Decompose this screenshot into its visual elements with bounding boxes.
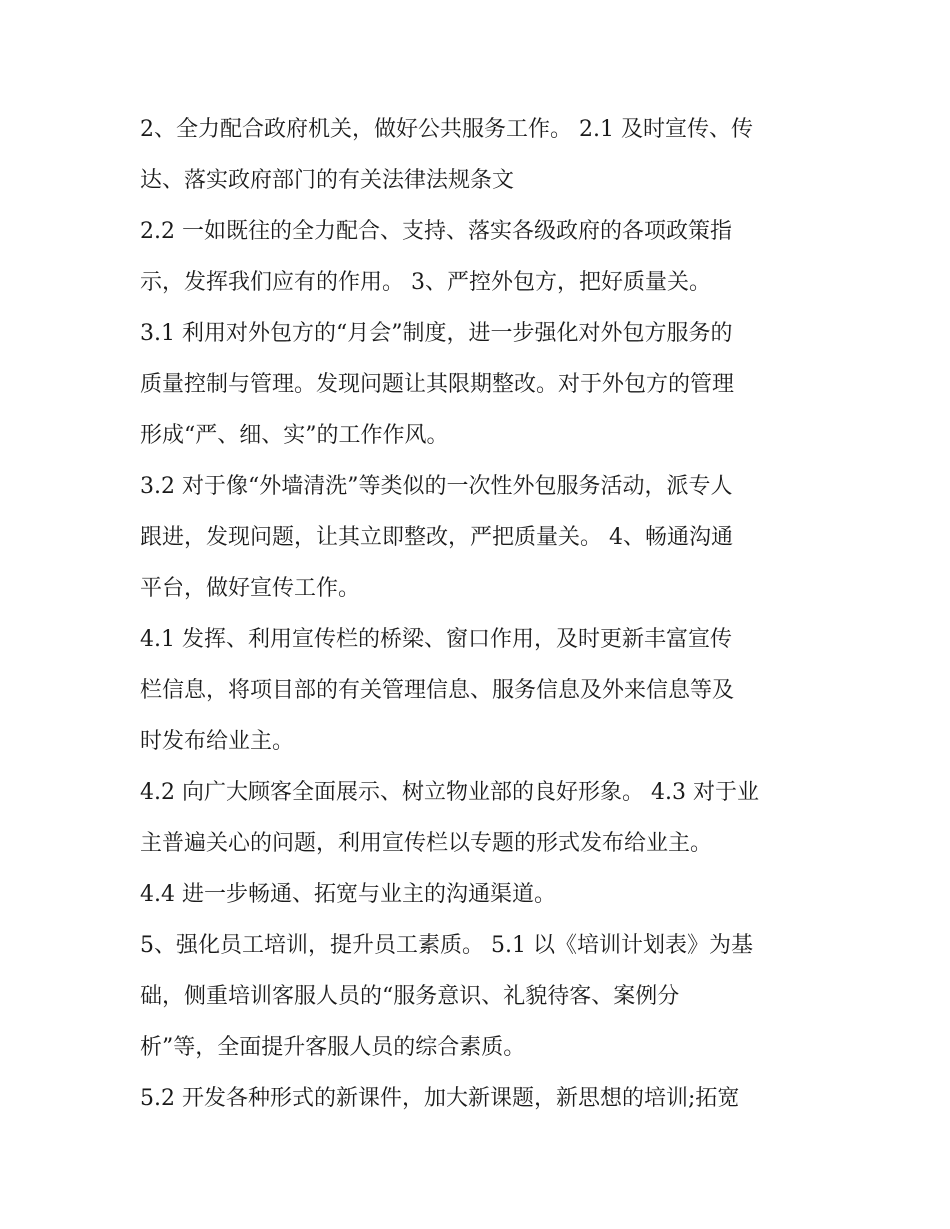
text-line: 3.1 利用对外包方的“月会”制度，进一步强化对外包方服务的 bbox=[140, 321, 733, 346]
text-line: 跟进，发现问题，让其立即整改，严把质量关。 4、畅通沟通 bbox=[140, 525, 733, 550]
text-line: 5.2 开发各种形式的新课件，加大新课题，新思想的培训;拓宽 bbox=[140, 1086, 740, 1111]
text-line: 2.2 一如既往的全力配合、支持、落实各级政府的各项政策指 bbox=[140, 219, 732, 244]
text-line: 析”等，全面提升客服人员的综合素质。 bbox=[140, 1035, 526, 1060]
text-line: 4.2 向广大顾客全面展示、树立物业部的良好形象。 4.3 对于业 bbox=[140, 780, 759, 805]
text-line: 形成“严、细、实”的工作作风。 bbox=[140, 423, 449, 448]
text-line: 5、强化员工培训，提升员工素质。 5.1 以《培训计划表》为基 bbox=[140, 933, 753, 958]
text-line: 4.1 发挥、利用宣传栏的桥梁、窗口作用，及时更新丰富宣传 bbox=[140, 627, 732, 652]
text-line: 主普遍关心的问题，利用宣传栏以专题的形式发布给业主。 bbox=[140, 831, 713, 856]
text-line: 质量控制与管理。发现问题让其限期整改。对于外包方的管理 bbox=[140, 372, 735, 397]
text-line: 4.4 进一步畅通、拓宽与业主的沟通渠道。 bbox=[140, 882, 556, 907]
text-line: 础，侧重培训客服人员的“服务意识、礼貌待客、案例分 bbox=[140, 984, 680, 1009]
text-line: 栏信息，将项目部的有关管理信息、服务信息及外来信息等及 bbox=[140, 678, 735, 703]
text-line: 3.2 对于像“外墙清洗”等类似的一次性外包服务活动，派专人 bbox=[140, 474, 733, 499]
text-line: 示，发挥我们应有的作用。 3、严控外包方，把好质量关。 bbox=[140, 270, 711, 295]
document-body bbox=[140, 104, 830, 1124]
text-line: 时发布给业主。 bbox=[140, 729, 295, 754]
text-line: 达、落实政府部门的有关法律法规条文 bbox=[140, 168, 515, 193]
text-line: 2、全力配合政府机关，做好公共服务工作。 2.1 及时宣传、传 bbox=[140, 117, 753, 142]
text-line: 平台，做好宣传工作。 bbox=[140, 576, 361, 601]
